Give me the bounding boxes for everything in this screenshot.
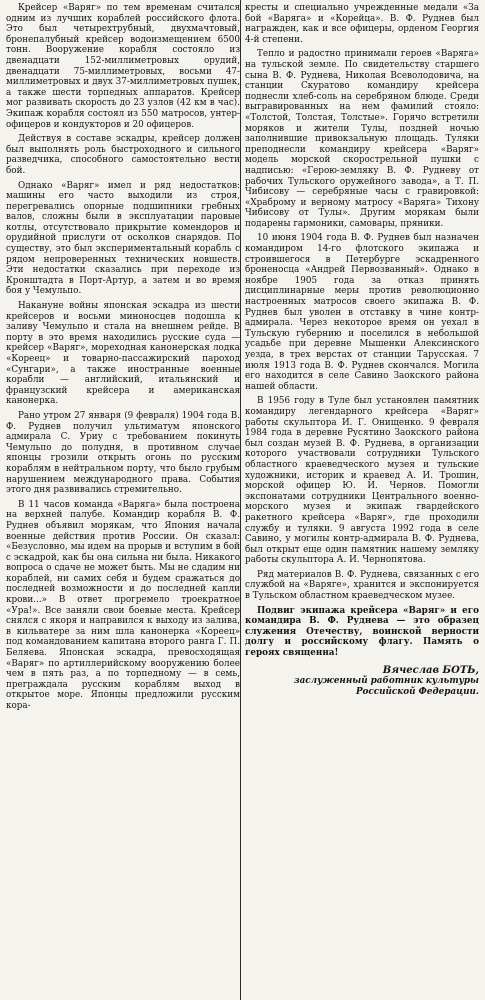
author-name: Вячеслав БОТЬ,	[382, 664, 479, 676]
right-column	[245, 3, 479, 698]
paragraph: Крейсер «Варяг» по тем временам считался одним из лучших кораблей российского флота. Это был четырехтрубный, двухмачтовый, бронепалубный крейсер водоизмещением 6500 тонн. Вооружение корабля состояло из двенадцати 152-миллиметровых орудий, двенадцати 75-миллиметровых, восьми 47-миллиметровых и двух 37-миллиметровых пушек, а также шести торпедных аппаратов. Крейсер мог развивать скорость до 23 узлов (42 км в час). Экипаж корабля состоял из 550 матросов, унтер-офицеров и кондукторов и 20 офицеров.	[6, 3, 240, 130]
paragraph: В 11 часов команда «Варяга» была построена на верхней палубе. Командир корабля В. Ф. Руднев объявил морякам, что Япония начала военные действия против России. Он сказал: «Безусловно, мы идем на прорыв и вступим в бой с эскадрой, как бы она сильна ни была. Никакого вопроса о сдаче не может быть. Мы не сдадим ни кораблей, ни самих себя и будем сражаться до последней возможности и до последней капли крови...» В ответ прогремело троекратное «Ура!». Все заняли свои боевые места. Крейсер снялся с якоря и направился к выходу из залива, в кильватере за ним шла канонерка «Кореец» под командованием капитана второго ранга Г. П. Беляева. Японская эскадра, превосходящая «Варяг» по артиллерийскому вооружению более чем в пять раз, а по торпедному — в семь, преграждала русским кораблям выход в открытое море. Японцы предложили русским кора-	[6, 499, 240, 711]
left-column	[6, 3, 240, 716]
paragraph: Рано утром 27 января (9 февраля) 1904 года В. Ф. Руднев получил ультиматум японского адмирала С. Уриу с требованием покинуть Чемульпо до полудня, в противном случае японцы грозили открыть огонь по русским кораблям в нейтральном порту, что было грубым нарушением международного права. События этого дня развивались стремительно.	[6, 410, 240, 496]
closing-paragraph: Подвиг экипажа крейсера «Варяг» и его командира В. Ф. Руднева — это образец служения Отечеству, воинской верности долгу и российскому флагу. Память о героях священна!	[245, 605, 479, 659]
column-divider	[240, 0, 241, 1000]
paragraph: Накануне войны японская эскадра из шести крейсеров и восьми миноносцев подошла к заливу Чемульпо и стала на внешнем рейде. В порту в это время находились русские суда — крейсер «Варяг», мореходная канонерская лодка «Кореец» и товарно-пассажирский пароход «Сунгари», а также иностранные военные корабли — английский, итальянский и французский крейсера и американская канонерка.	[6, 301, 240, 407]
author-title: заслуженный работник культуры	[293, 675, 479, 686]
paragraph: Однако «Варяг» имел и ряд недостатков: машины его часто выходили из строя, перегревались опорные подшипники гребных валов, сложны были в эксплуатации паровые котлы, отсутствовало прикрытие комендоров и орудийной прислуги от осколков снарядов. По существу, это был экспериментальный корабль с рядом непроверенных технических новшеств. Эти недостатки сказались при переходе из Кронштадта в Порт-Артур, а затем и во время боя у Чемульпо.	[6, 180, 240, 297]
paragraph: В 1956 году в Туле был установлен памятник командиру легендарного крейсера «Варяг» работы скульптора И. Г. Онищенко. 9 февраля 1984 года в деревне Русятино Заокского района был создан музей В. Ф. Руднева, в организации которого участвовали сотрудники Тульского областного краеведческого музея и тульские художники, историк и краевед А. И. Трошин, морской офицер Ю. И. Чернов. Помогли экспонатами сотрудники Центрального военно-морского музея и экипаж гвардейского ракетного крейсера «Варяг», где проходили службу и туляки. 9 августа 1992 года в селе Савино, у могилы контр-адмирала В. Ф. Руднева, был открыт еще один памятник нашему земляку работы скульптора А. И. Чернопятова.	[245, 396, 479, 566]
paragraph-continued: кресты и специально учрежденные медали «За бой «Варяга» и «Корейца». В. Ф. Руднев был награжден, как и все офицеры, орденом Георгия 4-й степени.	[245, 3, 479, 45]
paragraph: Тепло и радостно принимали героев «Варяга» на тульской земле. По свидетельству старшего сына В. Ф. Руднева, Николая Всеволодовича, на станции Скуратово командиру крейсера поднесли хлеб-соль на серебряном блюде. Среди выгравированных на нем фамилий стояло: «Толстой, Толстая, Толстые». Горячо встретили моряков и жители Тулы, поздней ночью заполнившие привокзальную площадь. Туляки преподнесли командиру крейсера «Варяг» модель морской скорострельной пушки с надписью: «Герою-земляку В. Ф. Рудневу от рабочих Тульского оружейного завода», а Т. П. Чибисову — серебряные часы с гравировкой: «Храброму и верному матросу «Варяга» Тихону Чибисову от Тулы». Другим морякам были подарены гармоники, самовары, пряники.	[245, 49, 479, 229]
paragraph: 10 июня 1904 года В. Ф. Руднев был назначен командиром 14-го флотского экипажа и строившегося в Петербурге эскадренного броненосца «Андрей Первозванный». Однако в ноябре 1905 года за отказ принять дисциплинарные меры против революционно настроенных матросов своего экипажа В. Ф. Руднев был уволен в отставку в чине контр-адмирала. Через некоторое время он уехал в Тульскую губернию и поселился в небольшой усадьбе при деревне Мышенки Алексинского уезда, в трех верстах от станции Тарусская. 7 июля 1913 года В. Ф. Руднев скончался. Могила его находится в селе Савино Заокского района нашей области.	[245, 233, 479, 392]
author-title: Российской Федерации.	[355, 686, 479, 697]
author-signature	[245, 665, 479, 698]
paragraph: Ряд материалов В. Ф. Руднева, связанных с его службой на «Варяге», хранится и экспонируется в Тульском областном краеведческом музее.	[245, 569, 479, 602]
paragraph: Действуя в составе эскадры, крейсер должен был выполнять роль быстроходного и сильного разведчика, способного самостоятельно вести бой.	[6, 134, 240, 176]
